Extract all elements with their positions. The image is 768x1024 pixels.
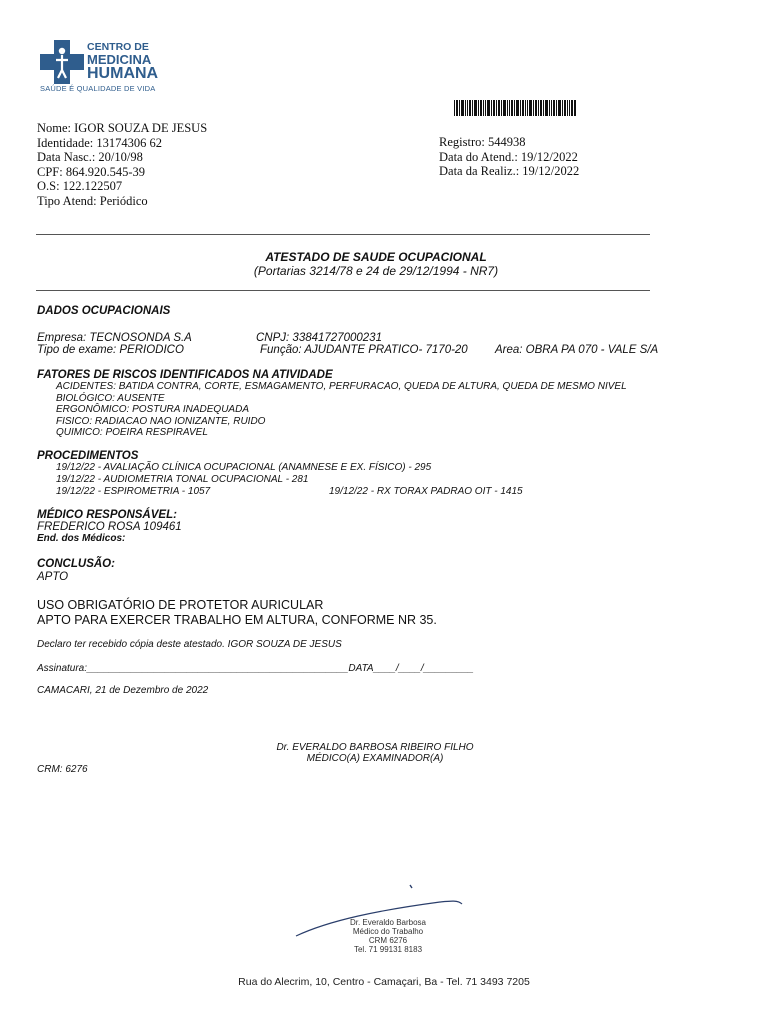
conclusion-value: APTO	[37, 571, 69, 583]
doctor-stamp	[338, 918, 438, 954]
list-item: FISICO: RADIACAO NAO IONIZANTE, RUIDO	[56, 415, 266, 427]
divider	[36, 234, 650, 235]
list-item: QUIMICO: POEIRA RESPIRAVEL	[56, 427, 208, 438]
service-order: O.S: 122.122507	[37, 179, 123, 194]
list-item: BIOLÓGICO: AUSENTE	[56, 392, 165, 404]
logo-line-3: HUMANA	[87, 64, 159, 82]
patient-birth-date: Data Nasc.: 20/10/98	[37, 150, 143, 165]
company-cnpj: CNPJ: 33841727000231	[256, 332, 382, 344]
footer-address: Rua do Alecrim, 10, Centro - Camaçari, Ba - Tel. 71 3493 7205	[238, 976, 530, 988]
job-function: Função: AJUDANTE PRATICO- 7170-20	[260, 344, 468, 356]
stamp-line: Médico do Trabalho	[352, 927, 424, 936]
patient-cpf: CPF: 864.920.545-39	[37, 164, 146, 179]
attendance-type: Tipo Atend: Periódico	[37, 193, 148, 208]
risk-list	[56, 381, 627, 439]
divider	[36, 290, 650, 291]
logo-line-1: CENTRO DE	[87, 41, 149, 53]
exam-type: Tipo de exame: PERIODICO	[37, 344, 184, 356]
observations	[37, 598, 437, 627]
patient-name: Nome: IGOR SOUZA DE JESUS	[37, 121, 208, 135]
barcode-icon	[454, 100, 576, 116]
observation-line: USO OBRIGATÓRIO DE PROTETOR AURICULAR	[37, 598, 324, 612]
stamp-line: Dr. Everaldo Barbosa	[349, 918, 427, 927]
document-title: ATESTADO DE SAUDE OCUPACIONAL	[265, 250, 487, 264]
doctor-heading: MÉDICO RESPONSÁVEL:	[37, 509, 177, 521]
examiner-crm: CRM: 6276	[37, 764, 88, 775]
registration-number: Registro: 544938	[439, 135, 526, 149]
conclusion-heading: CONCLUSÃO:	[37, 558, 115, 570]
registration-info	[439, 135, 579, 179]
patient-identity: Identidade: 13174306 62	[37, 135, 162, 150]
list-item: 19/12/22 - RX TORAX PADRAO OIT - 1415	[329, 486, 523, 497]
list-item: ACIDENTES: BATIDA CONTRA, CORTE, ESMAGAMENTO, PERFURACAO, QUEDA DE ALTURA, QUEDA DE MESMO NIVEL	[56, 381, 627, 392]
logo-line-2: MEDICINA	[87, 51, 152, 67]
doctor-name: FREDERICO ROSA 109461	[37, 521, 182, 533]
doctors-address-label: End. dos Médicos:	[37, 533, 126, 544]
stamp-line: Tel. 71 99131 8183	[353, 945, 423, 954]
list-item: 19/12/22 - AUDIOMETRIA TONAL OCUPACIONAL - 281	[56, 474, 309, 485]
list-item: 19/12/22 - AVALIAÇÃO CLÍNICA OCUPACIONAL (ANAMNESE E EX. FÍSICO) - 295	[56, 462, 432, 473]
patient-info	[37, 121, 207, 209]
list-item: 19/12/22 - ESPIROMETRIA - 1057	[56, 486, 211, 497]
observation-line: APTO PARA EXERCER TRABALHO EM ALTURA, CONFORME NR 35.	[37, 612, 437, 627]
work-area: Area: OBRA PA 070 - VALE S/A	[495, 344, 659, 356]
signature-line: Assinatura:_______________________________________________DATA____/____/_________	[37, 663, 474, 674]
place-and-date: CAMACARI, 21 de Dezembro de 2022	[37, 685, 209, 696]
stamp-line: CRM 6276	[368, 936, 408, 945]
list-item: ERGONÔMICO: POSTURA INADEQUADA	[56, 404, 249, 415]
logo-tagline: SAÚDE É QUALIDADE DE VIDA	[40, 84, 156, 93]
receipt-declaration: Declaro ter recebido cópia deste atestado. IGOR SOUZA DE JESUS	[37, 639, 342, 650]
occupational-heading: DADOS OCUPACIONAIS	[37, 305, 171, 317]
company: Empresa: TECNOSONDA S.A	[37, 332, 192, 344]
procedures-heading: PROCEDIMENTOS	[37, 450, 139, 462]
examiner-name: Dr. EVERALDO BARBOSA RIBEIRO FILHO	[276, 742, 474, 753]
realization-date: Data da Realiz.: 19/12/2022	[439, 164, 580, 179]
examiner-role: MÉDICO(A) EXAMINADOR(A)	[306, 753, 444, 764]
risks-heading: FATORES DE RISCOS IDENTIFICADOS NA ATIVIDADE	[37, 369, 333, 381]
clinic-logo-icon	[40, 40, 84, 84]
attendance-date: Data do Atend.: 19/12/2022	[439, 149, 578, 164]
clinic-logo-text	[87, 42, 158, 82]
document-subtitle: (Portarias 3214/78 e 24 de 29/12/1994 - NR7)	[253, 264, 499, 278]
